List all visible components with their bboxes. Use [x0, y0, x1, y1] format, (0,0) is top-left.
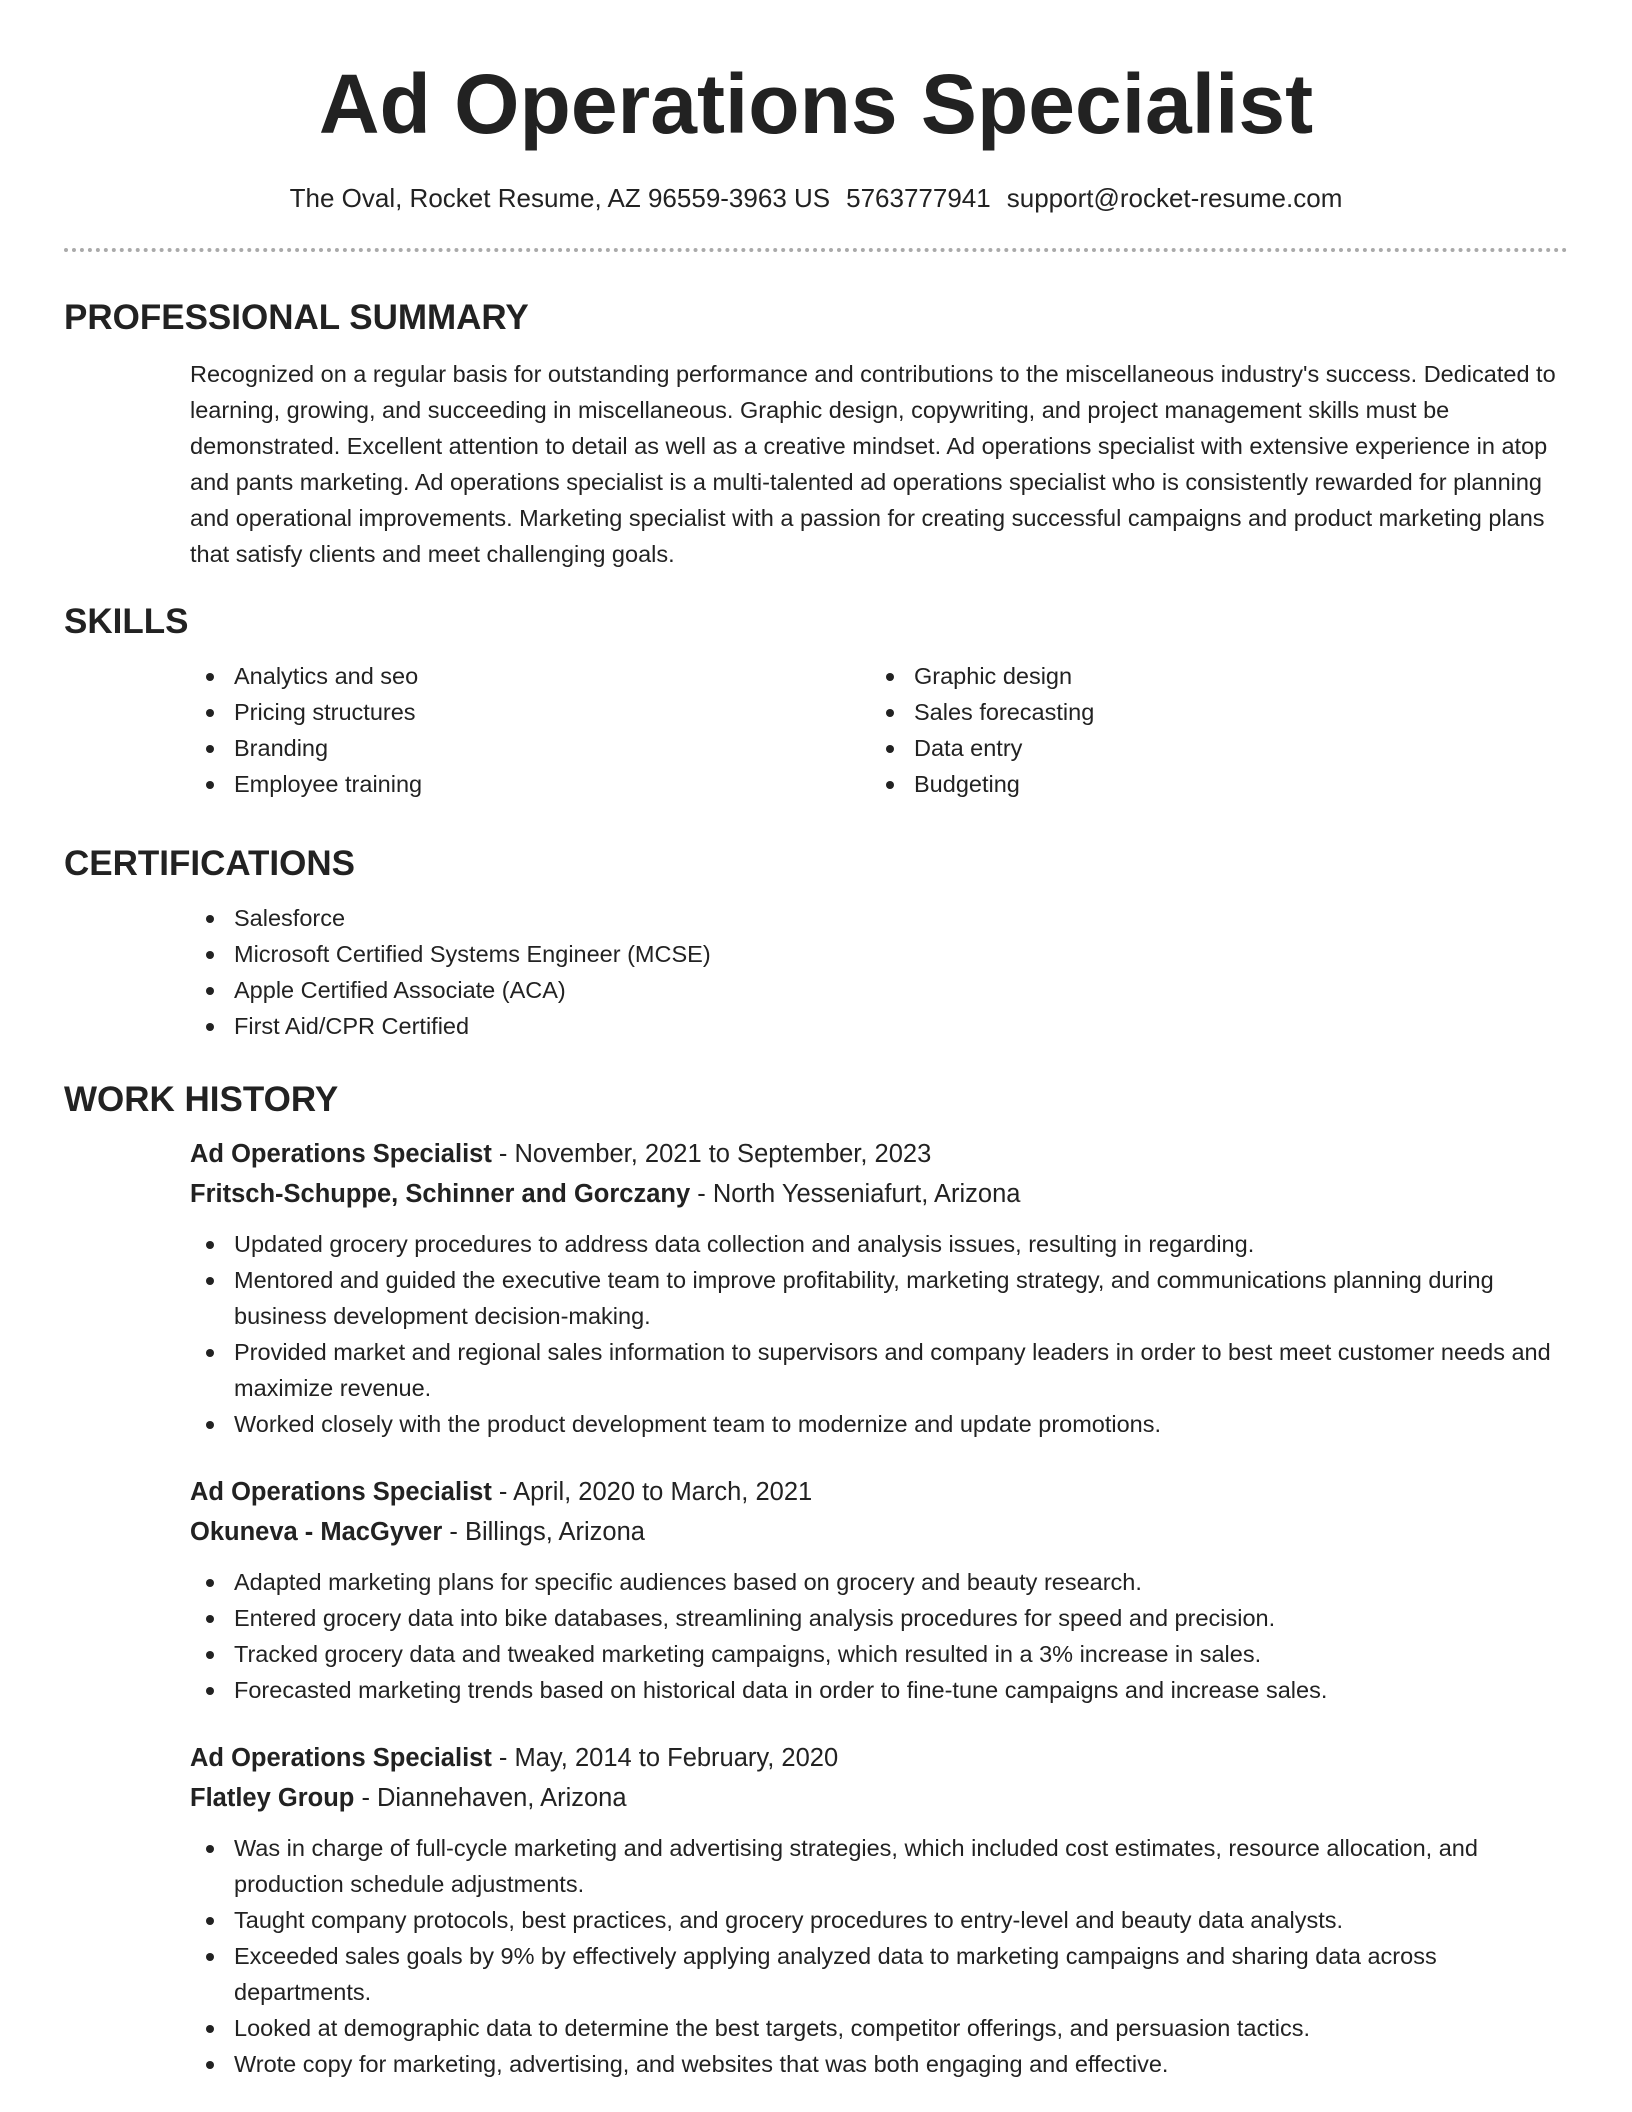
job-location: - North Yesseniafurt, Arizona: [690, 1180, 1021, 1208]
certifications-block: [190, 900, 1568, 1044]
job-bullet: Taught company protocols, best practices, and grocery procedures to entry-level and beauty data analysts.: [190, 1902, 1568, 1938]
skill-item: Sales forecasting: [870, 694, 1550, 730]
job-location: - Diannehaven, Arizona: [354, 1784, 627, 1812]
skill-item: Graphic design: [870, 658, 1550, 694]
job-bullets: [190, 1564, 1568, 1708]
job-company-line: [190, 1176, 1568, 1212]
certification-item: Microsoft Certified Systems Engineer (MCSE): [190, 936, 1568, 972]
job-title-line: [190, 1136, 1568, 1172]
skills-heading: SKILLS: [64, 602, 189, 641]
job-bullets: [190, 1830, 1568, 2082]
skills-list-left: [190, 658, 870, 802]
skill-item: Analytics and seo: [190, 658, 870, 694]
job-bullet: Worked closely with the product development team to modernize and update promotions.: [190, 1406, 1568, 1442]
job-bullet: Tracked grocery data and tweaked marketing campaigns, which resulted in a 3% increase in sales.: [190, 1636, 1568, 1672]
job-company-line: [190, 1514, 1568, 1550]
job-role: Ad Operations Specialist: [190, 1140, 492, 1168]
job-dates: - May, 2014 to February, 2020: [491, 1744, 839, 1772]
job-entry: [190, 1474, 1568, 1708]
summary-heading: PROFESSIONAL SUMMARY: [64, 298, 529, 337]
job-company-line: [190, 1780, 1568, 1816]
job-bullet: Updated grocery procedures to address data collection and analysis issues, resulting in regarding.: [190, 1226, 1568, 1262]
certification-item: First Aid/CPR Certified: [190, 1008, 1568, 1044]
header-divider: [64, 248, 1568, 252]
job-role: Ad Operations Specialist: [190, 1744, 492, 1772]
job-bullet: Was in charge of full-cycle marketing and advertising strategies, which included cost estimates, resource allocation, and production schedule adjustments.: [190, 1830, 1568, 1902]
job-entry: [190, 1740, 1568, 2082]
skills-list-right: [870, 658, 1550, 802]
certifications-list: [190, 900, 1568, 1044]
summary-text: Recognized on a regular basis for outstanding performance and contributions to the miscellaneous industry's success. Dedicated to learning, growing, and succeeding in miscellaneous. Graphic design, copywriting, and project management skills must be demonstrated. Excellent attention to detail as well as a creative mindset. Ad operations specialist with extensive experience in atop and pants marketing. Ad operations specialist is a multi-talented ad operations specialist who is consistently rewarded for planning and operational improvements. Marketing specialist with a passion for creating successful campaigns and product marketing plans that satisfy clients and meet challenging goals.: [190, 361, 1556, 567]
skill-item: Employee training: [190, 766, 870, 802]
job-role: Ad Operations Specialist: [190, 1478, 492, 1506]
contact-line: [64, 182, 1568, 214]
skill-item: Budgeting: [870, 766, 1550, 802]
job-bullet: Provided market and regional sales information to supervisors and company leaders in order to best meet customer needs and maximize revenue.: [190, 1334, 1568, 1406]
job-bullet: Looked at demographic data to determine the best targets, competitor offerings, and persuasion tactics.: [190, 2010, 1568, 2046]
skill-item: Pricing structures: [190, 694, 870, 730]
job-bullet: Forecasted marketing trends based on historical data in order to fine-tune campaigns and increase sales.: [190, 1672, 1568, 1708]
candidate-name: Ad Operations Specialist: [318, 57, 1314, 151]
job-company: Okuneva - MacGyver: [190, 1518, 443, 1546]
job-title-line: [190, 1740, 1568, 1776]
job-dates: - April, 2020 to March, 2021: [491, 1478, 813, 1506]
job-company: Flatley Group: [190, 1784, 355, 1812]
contact-phone: 5763777941: [846, 183, 991, 213]
certification-item: Salesforce: [190, 900, 1568, 936]
work-history-heading: WORK HISTORY: [64, 1080, 339, 1119]
skills-grid: [190, 658, 1568, 802]
certifications-heading: CERTIFICATIONS: [64, 844, 356, 883]
skill-item: Branding: [190, 730, 870, 766]
job-bullet: Wrote copy for marketing, advertising, and websites that was both engaging and effective.: [190, 2046, 1568, 2082]
contact-address: The Oval, Rocket Resume, AZ 96559-3963 US: [289, 183, 831, 213]
job-entry: [190, 1136, 1568, 1442]
job-bullet: Mentored and guided the executive team to improve profitability, marketing strategy, and communications planning during business development decision-making.: [190, 1262, 1568, 1334]
certification-item: Apple Certified Associate (ACA): [190, 972, 1568, 1008]
job-title-line: [190, 1474, 1568, 1510]
job-company: Fritsch-Schuppe, Schinner and Gorczany: [190, 1180, 691, 1208]
job-bullet: Adapted marketing plans for specific audiences based on grocery and beauty research.: [190, 1564, 1568, 1600]
job-bullet: Exceeded sales goals by 9% by effectively applying analyzed data to marketing campaigns and sharing data across departments.: [190, 1938, 1568, 2010]
job-bullets: [190, 1226, 1568, 1442]
skill-item: Data entry: [870, 730, 1550, 766]
job-location: - Billings, Arizona: [442, 1518, 645, 1546]
job-bullet: Entered grocery data into bike databases, streamlining analysis procedures for speed and precision.: [190, 1600, 1568, 1636]
contact-email: support@rocket-resume.com: [1006, 183, 1343, 213]
job-dates: - November, 2021 to September, 2023: [491, 1140, 932, 1168]
